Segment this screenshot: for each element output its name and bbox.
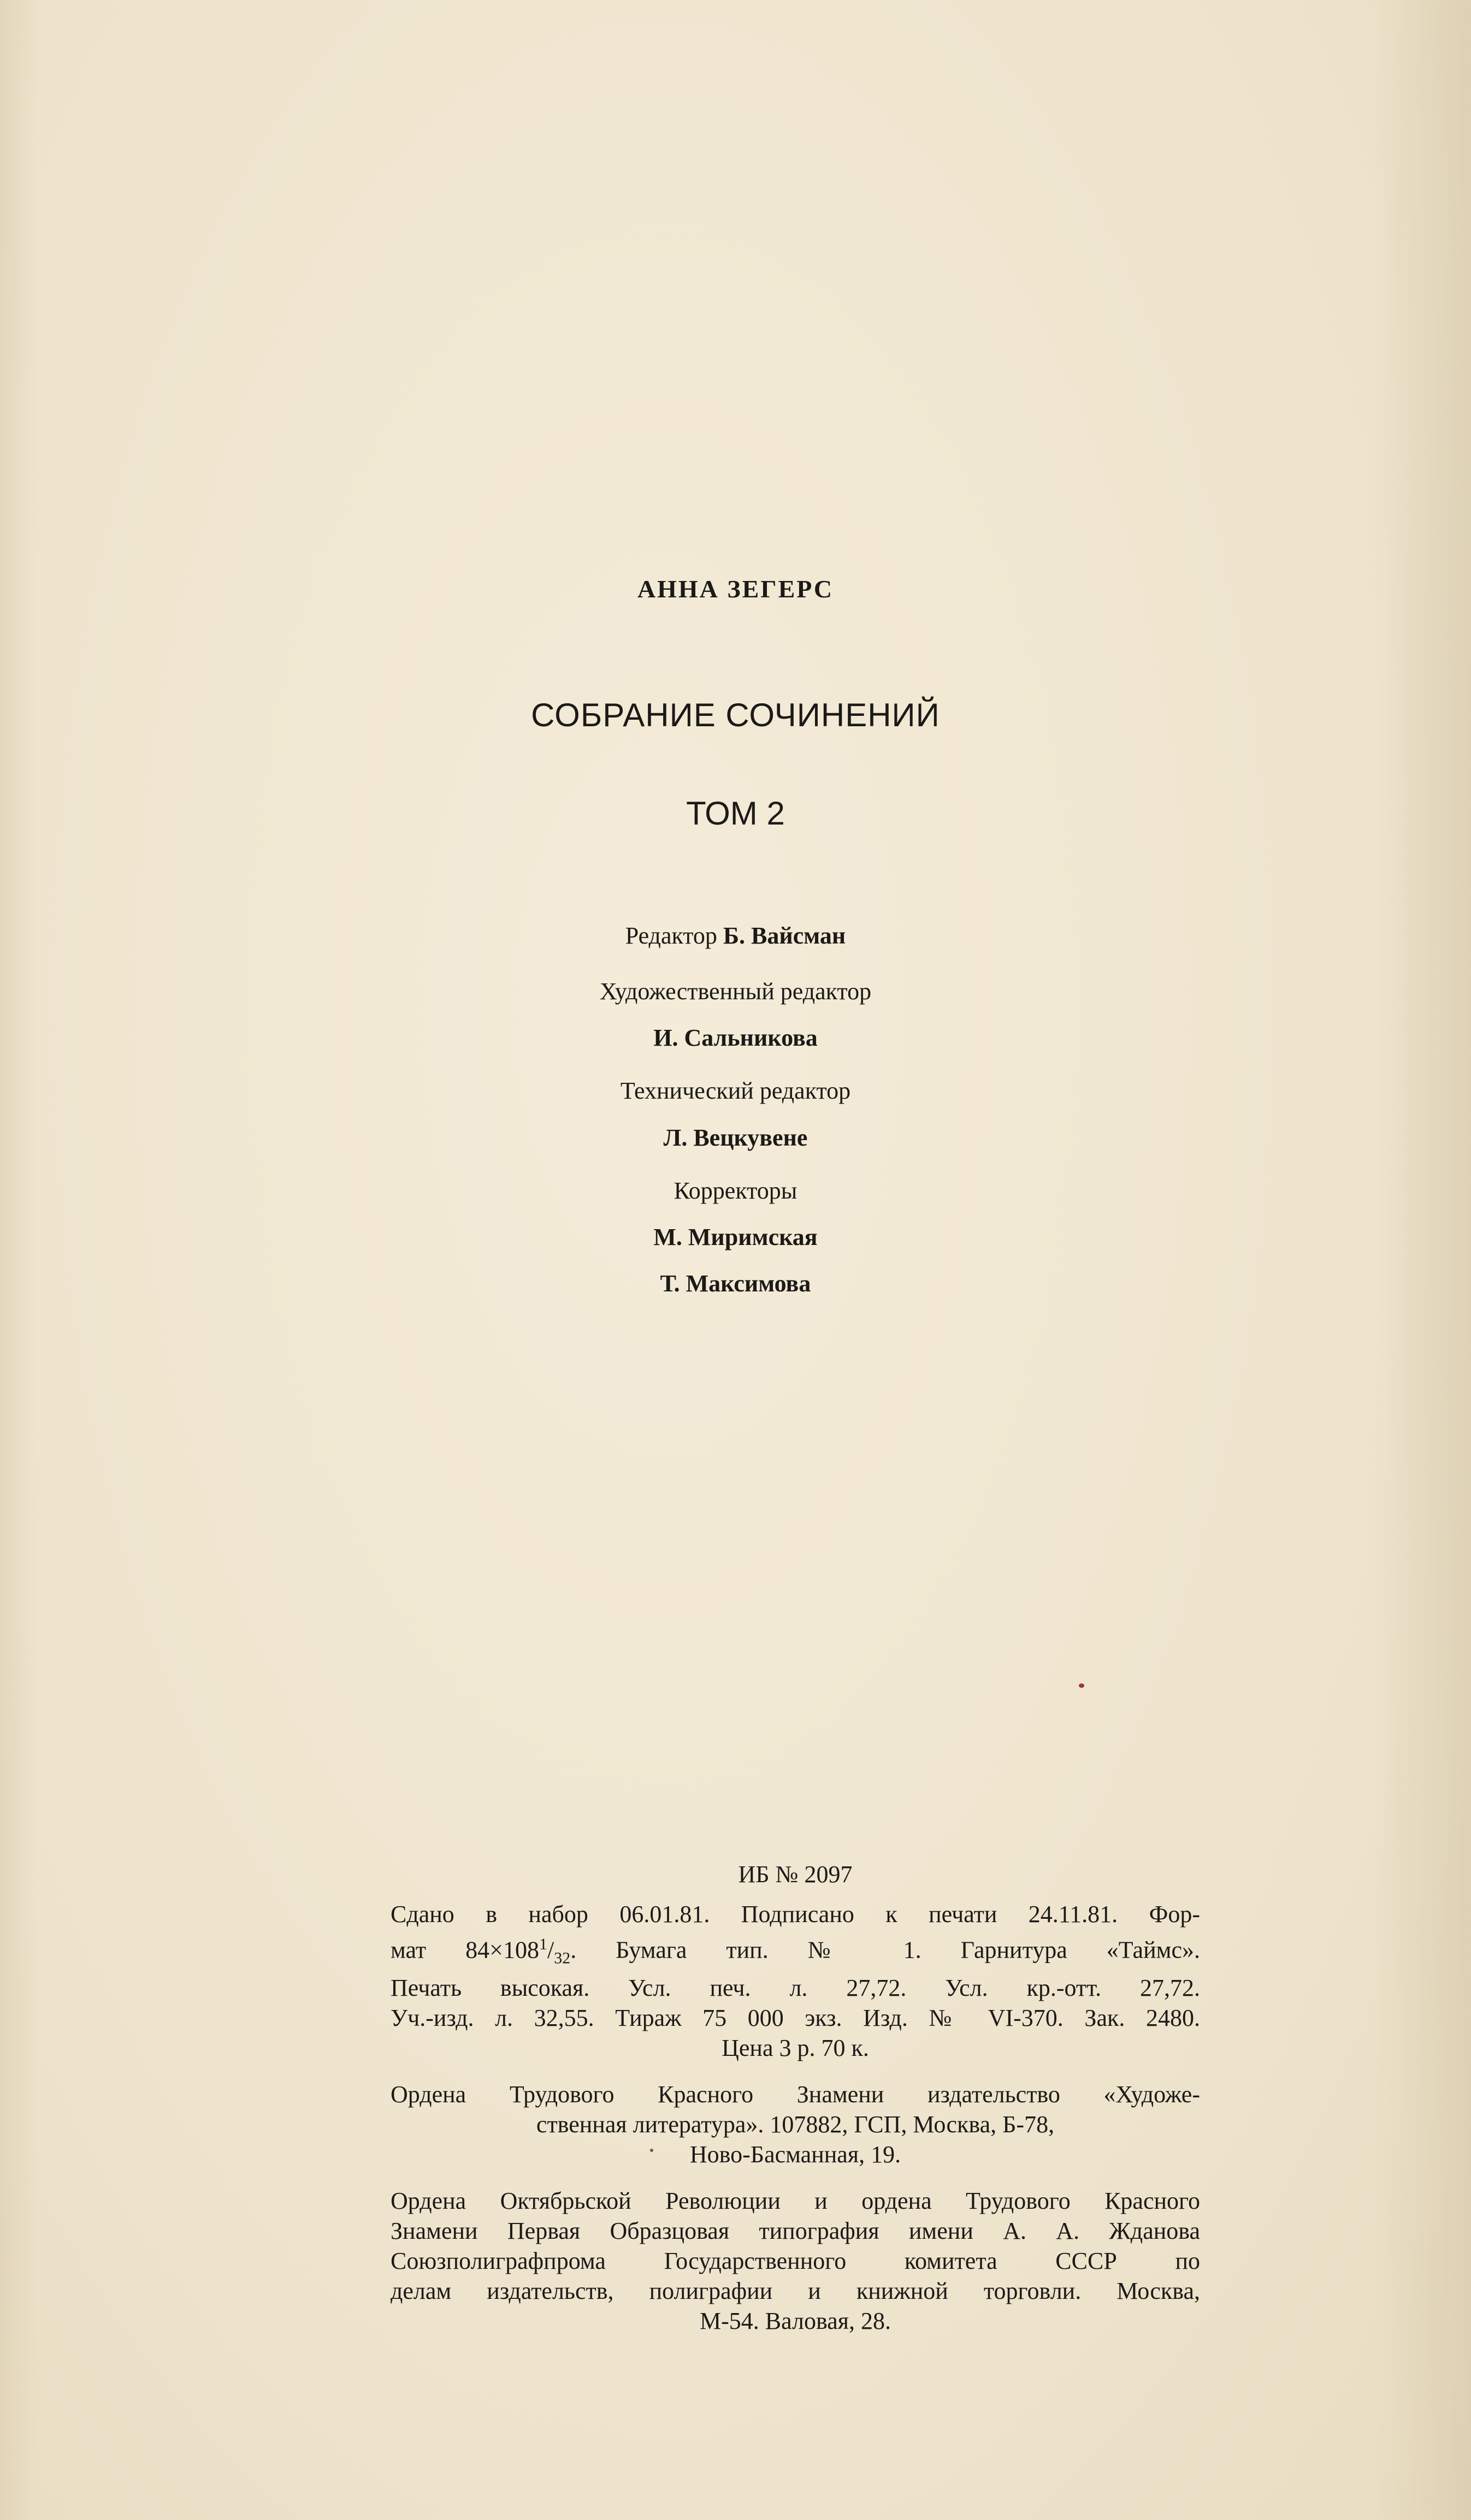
tech-editor-label: Технический редактор [620, 1077, 851, 1104]
publisher-line: ственная литература». 107882, ГСП, Москва, Б-78, [536, 2111, 1055, 2138]
imprint-line: мат $84\times 108^1/_{32}$. Бумага тип. № 1. Гарнитура «Таймс». [391, 1935, 1200, 1967]
printer-line: Ордена Октябрьской Революции и ордена Трудового Красного [391, 2187, 1200, 2215]
printer-line: Знамени Первая Образцовая типография имени А. А. Жданова [391, 2217, 1200, 2245]
art-editor-name: И. Сальникова [653, 1024, 818, 1051]
tech-editor-name: Л. Вецкувене [663, 1124, 808, 1151]
imprint-line: Печать высокая. Усл. печ. л. 27,72. Усл. кр.-отт. 27,72. [391, 1975, 1200, 2002]
editor-line [0, 922, 1471, 950]
imprint-line: Сдано в набор 06.01.81. Подписано к печати 24.11.81. Фор- [391, 1901, 1200, 1928]
printer-line: Союзполиграфпрома Государственного комитета СССР по [391, 2248, 1200, 2275]
publisher-line: Ордена Трудового Красного Знамени издательство «Художе- [391, 2081, 1200, 2108]
proofreaders-label: Корректоры [674, 1177, 797, 1204]
ib-number: ИБ № 2097 [738, 1861, 853, 1888]
price: Цена 3 р. 70 к. [722, 2035, 869, 2062]
paper-speck [1079, 1683, 1084, 1688]
proofreader-name: М. Миримская [653, 1224, 818, 1250]
format-fraction-numerator: 1 [539, 1935, 547, 1953]
page-right-edge-shadow [1373, 0, 1471, 2520]
format-text: . Бумага тип. № 1. Гарнитура «Таймс». [570, 1936, 1200, 1964]
art-editor-label: Художественный редактор [599, 978, 872, 1005]
printer-line: М-54. Валовая, 28. [700, 2308, 891, 2335]
imprint-block [391, 1859, 1200, 2336]
format-fraction-denominator: 32 [554, 1949, 571, 1967]
editor-name: Б. Вайсман [723, 922, 846, 949]
format-text: мат 84×108 [391, 1936, 539, 1964]
printer-line: делам издательств, полиграфии и книжной торговли. Москва, [391, 2278, 1200, 2305]
publisher-line: Ново-Басманная, 19. [689, 2141, 901, 2168]
proofreader-name: Т. Максимова [660, 1270, 811, 1297]
imprint-line: Уч.-изд. л. 32,55. Тираж 75 000 экз. Изд. № VI-370. Зак. 2480. [391, 2005, 1200, 2032]
collection-title: СОБРАНИЕ СОЧИНЕНИЙ [531, 697, 940, 733]
editor-label: Редактор [625, 922, 717, 949]
volume-number: ТОМ 2 [686, 795, 785, 832]
author-name: АННА ЗЕГЕРС [637, 575, 834, 603]
page-left-shadow [0, 0, 38, 2520]
